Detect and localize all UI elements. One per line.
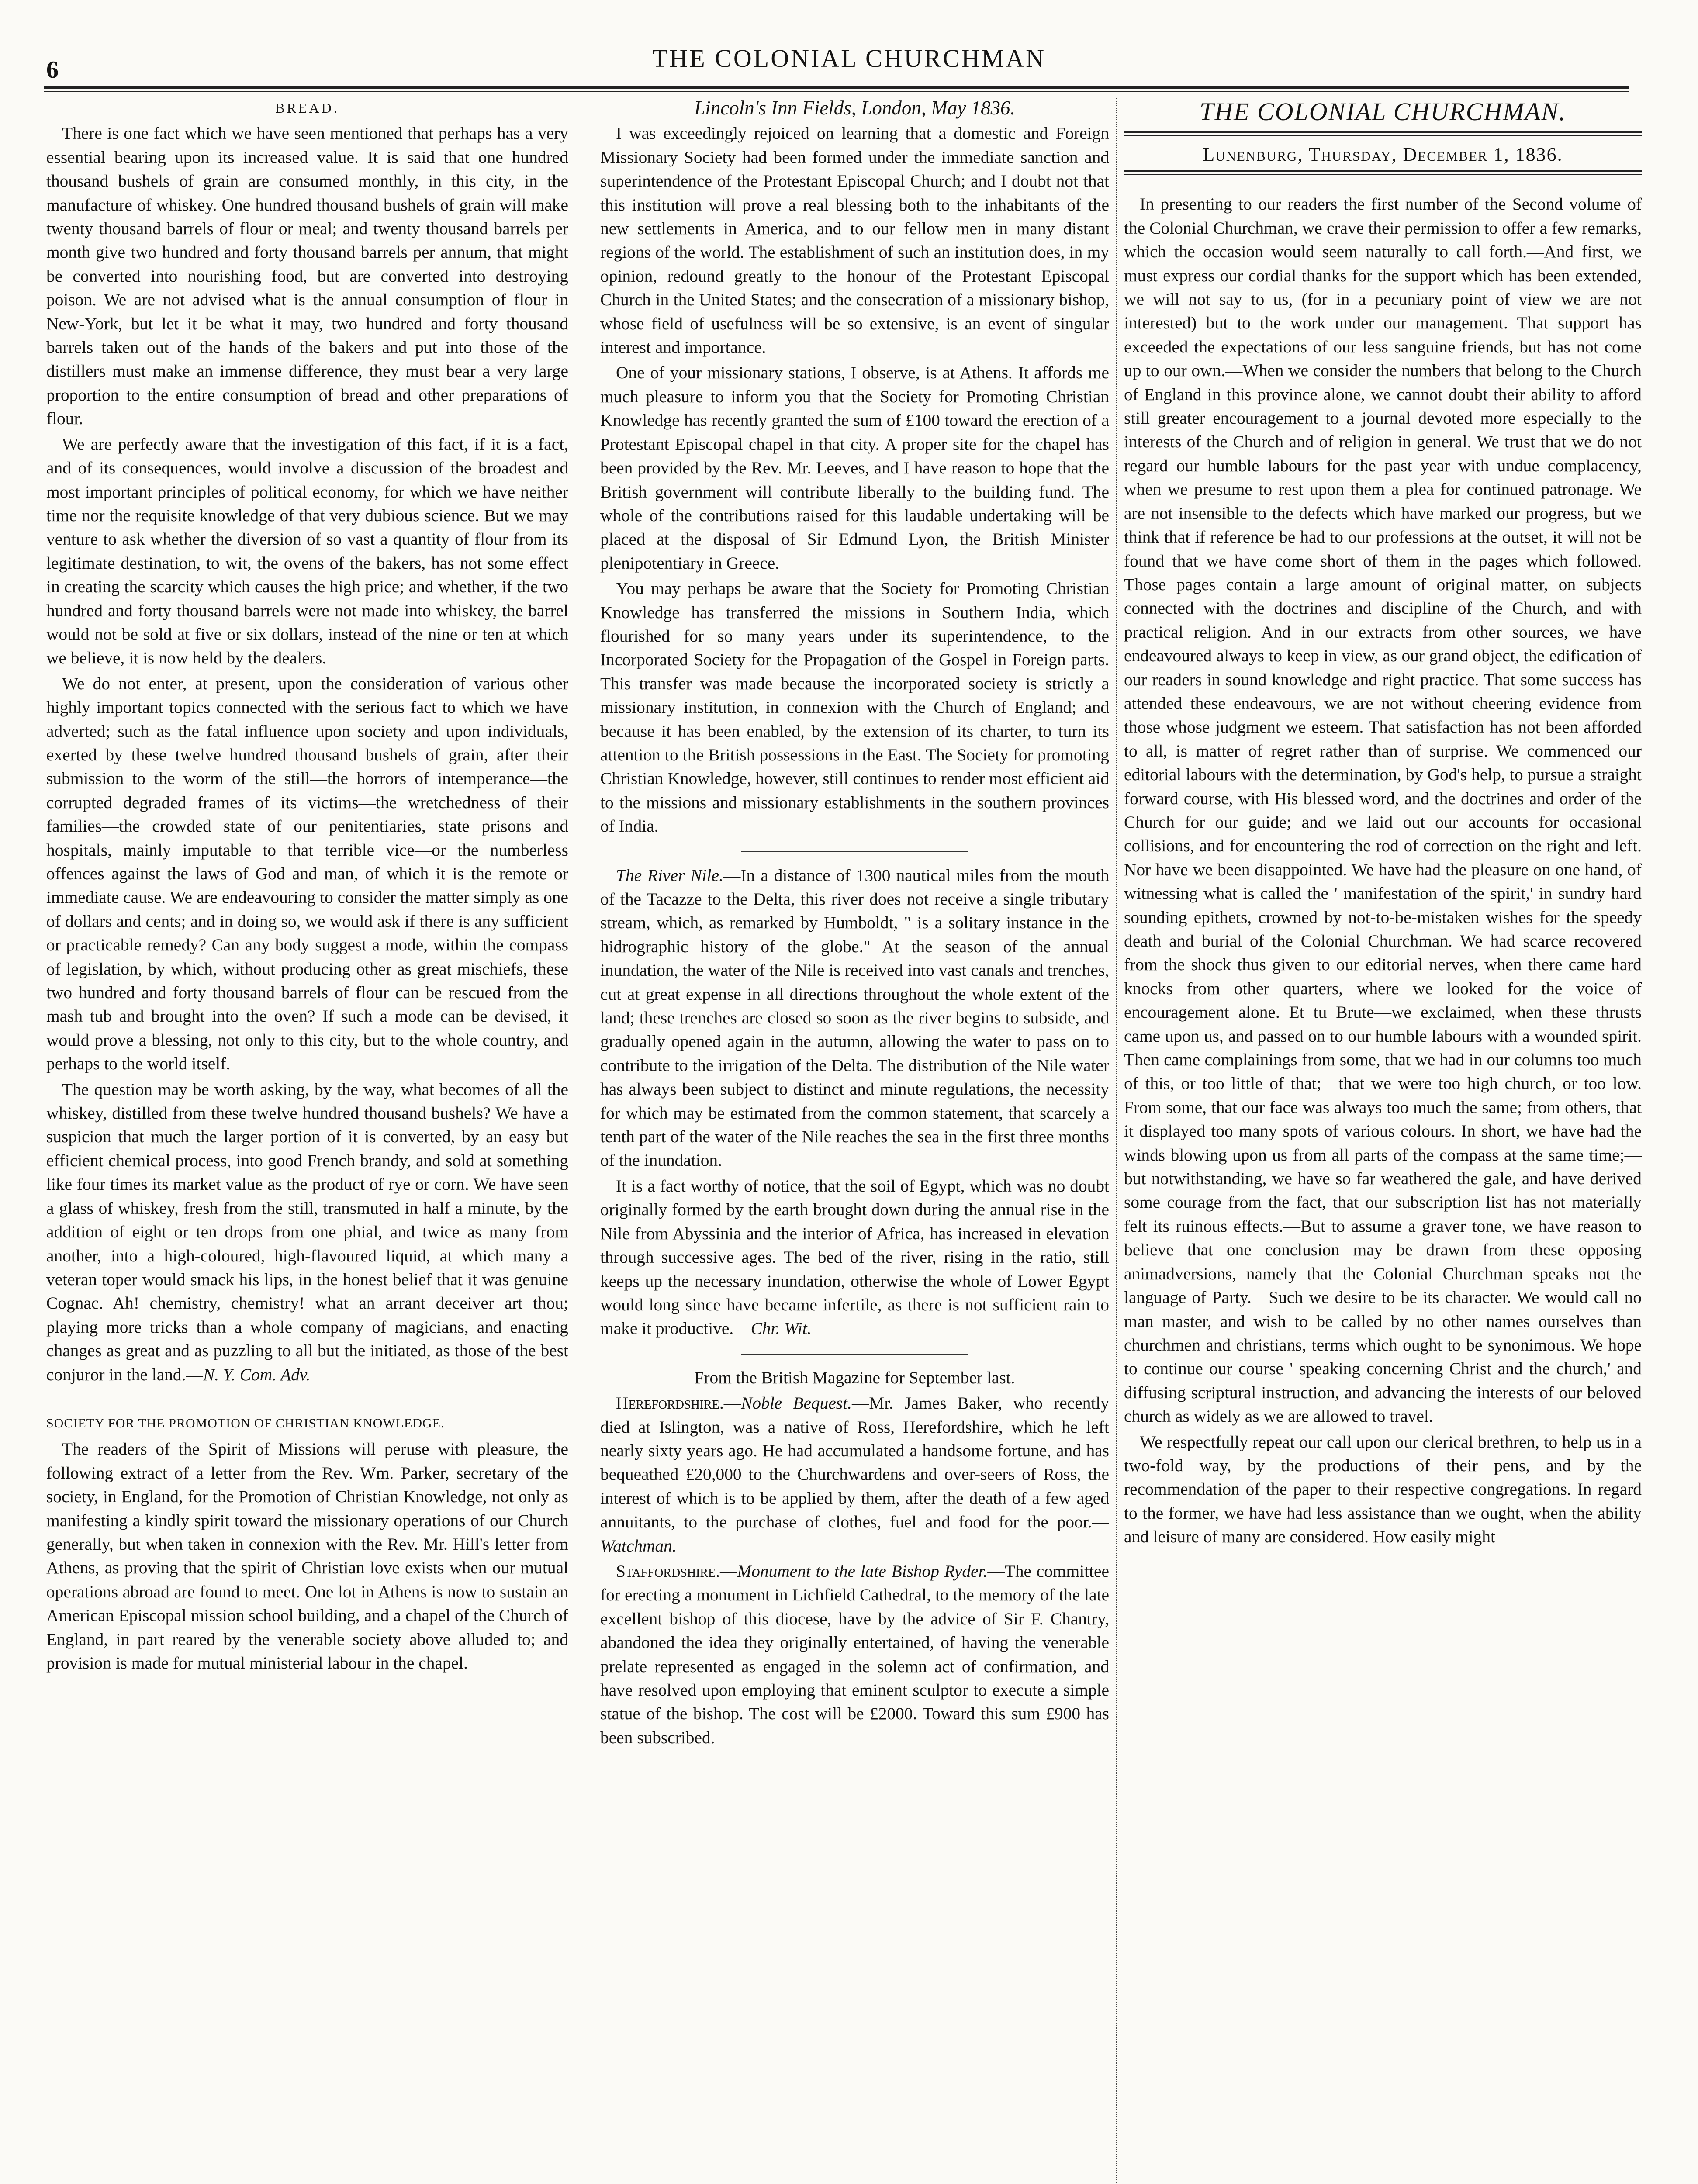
running-head: THE COLONIAL CHURCHMAN — [652, 44, 1046, 73]
page-number: 6 — [46, 56, 59, 83]
editorial-paragraph-1: In presenting to our readers the first number of the Second volume of the Colonial Churchman, we crave their permission to offer a few remarks, which the occasion would seem naturally to call forth.—And first, we must express our cordial thanks for the support which has been extended, we will not say to us, (for in a pecuniary point of view we are not interested) but to the work under our management. That support has exceeded the expectations of our less sanguine friends, but has not come up to our own.—When we consider the numbers that belong to the Church of England in this province alone, we cannot doubt their ability to afford still greater encouragement to a journal devoted more especially to the interests of the Church and of religion in general. We trust that we do not regard our humble labours for the past year with undue complacency, when we presume to rest upon them a plea for continued patronage. We are not insensible to the defects which have marked our progress, but we think that if reference be had to our professions at the outset, it will not be found that we have come short of them in the pages which followed. Those pages contain a large amount of original matter, on subjects connected with the doctrines and discipline of the Church, and with practical religion. And in our extracts from other sources, we have endeavoured always to keep in view, as our grand object, the edification of our readers in sound knowledge and right practice. That some success has attended these endeavours, we are not without cheering evidence from those whose judgment we esteem. That satisfaction has not been afforded to all, is matter of regret rather than of surprise. We commenced our editorial labours with the determination, by God's help, to pursue a straight forward course, with His blessed word, and the doctrines and order of the Church for our guide; and we laid out our accounts for occasional collisions, and for encountering the rod of correction on the right and left. Nor have we been disappointed. We have had the pleasure on one hand, of witnessing what is called the ' manifestation of the spirit,' in sundry hard sounding epithets, crowned by not-to-be-mistaken wishes for the speedy death and burial of the Colonial Churchman. We had scarce recovered from the shock thus given to our editorial nerves, when there came hard knocks from other quarters, where we looked for the voice of encouragement alone. Et tu Brute—we exclaimed, when these thrusts came upon us, and passed on to our humble labours with a wounded spirit. Then came complainings from some, that we had in our columns too much of this, or too little of that;—that we were too high church, or too low. From some, that our face was always too much the same; from others, that it displayed too many spots of various colours. In short, we have had the winds blowing upon us from all parts of the compass at the same time;—but notwithstanding, we have so far weathered the gale, and have derived some courage from the fact, that our subscription list has not materially felt its ruinous effects.—But to assume a graver tone, we have reason to believe that one conclusion may be drawn from these opposing animadversions, namely that the Colonial Churchman speaks not the language of Party.—Such we desire to be its character. We would call no man master, and wish to be called by no other names ourselves than churchmen and christians, terms which ought to be synonimous. We hope to continue our course ' speaking concerning Christ and the church,' and diffusing scriptural instruction, and advancing the interests of our beloved church as widely as we are allowed to travel. — [1124, 194, 1642, 1426]
letter-dateline: Lincoln's Inn Fields, London, May 1836. — [694, 97, 1015, 119]
column-rule-right — [1116, 98, 1117, 2184]
top-rule-thin — [44, 91, 1629, 92]
staffordshire-title: Monument to the late Bishop Ryder. — [737, 1561, 988, 1581]
herefordshire-item: Herefordshire.—Noble Bequest.—Mr. James Baker, who recently died at Islington, was a native of Ross, Herefordshire, which he left nearly sixty years ago. He had accumulated a handsome fortune, and has bequeathed £20,000 to the Churchwardens and over-seers of Ross, the interest of which is to be applied by them, after the death of a few aged annuitants, to the purchase of clothes, fuel and food for the poor.—Watchman. — [600, 1393, 1109, 1555]
bread-paragraph-1: There is one fact which we have seen mentioned that perhaps has a very essential bearing upon its increased value. It is said that one hundred thousand bushels of grain are consumed monthly, in this city, in the manufacture of whiskey. One hundred thousand bushels of grain will make twenty thousand barrels of flour or meal; and twenty thousand barrels per month give two hundred and forty thousand barrels per annum, that might be converted into nourishing food, but are converted into destroying poison. We are not advised what is the annual consumption of flour in New-York, but let it be what it may, two hundred and forty thousand barrels taken out of the hands of the bakers and put into those of the distillers must make an immense difference, they must bear a very large proportion to the entire consumption of bread and other preparations of flour. — [46, 124, 568, 429]
section-divider — [741, 1354, 968, 1355]
bread-source: N. Y. Com. Adv. — [203, 1365, 311, 1384]
editorial-paragraph-2: We respectfully repeat our call upon our clerical brethren, to help us in a two-fold way, by the productions of their pens, and by the recommendation of the paper to their respective congregations. In regard to the former, we have had less assistance than we ought, when the ability and leisure of many are considered. How easily might — [1124, 1432, 1642, 1547]
letter-paragraph-3: You may perhaps be aware that the Society for Promoting Christian Knowledge has transferred the missions in Southern India, which flourished for so many years under its superintendence, to the Incorporated Society for the Propagation of the Gospel in Foreign parts. This transfer was made because the incorporated society is strictly a missionary institution, in connexion with the Church of England; and because it has been enabled, by the extension of its charter, to turn its attention to the British possessions in the East. The Society for promoting Christian Knowledge, however, still continues to render most efficient aid to the missions and missionary establishments in the southern provinces of India. — [600, 579, 1109, 836]
bread-paragraph-4-text: The question may be worth asking, by the way, what becomes of all the whiskey, distilled from these twelve hundred thousand bushels? We have a suspicion that much the larger portion of it is converted, by an easy but efficient chemical process, into good French brandy, and sold at something like four times its market value as the product of rye or corn. We have seen a glass of whiskey, fresh from the still, transmuted in half a minute, by the addition of eight or ten drops from one phial, and twice as many from another, into a high-coloured, high-flavoured liquid, at which many a veteran toper would smack his lips, in the honest belief that it was genuine Cognac. Ah! chemistry, chemistry! what an arrant deceiver art thou; playing more tricks than a whole company of magicians, and enacting changes as great and as puzzling to all but the initiated, as those of the best conjuror in the land.— — [46, 1079, 568, 1384]
bread-heading: BREAD. — [275, 100, 339, 116]
staffordshire-body: —The committee for erecting a monument in Lichfield Cathedral, to the memory of the late excellent bishop of this diocese, have by the advice of Sir F. Chantry, abandoned the idea they originally entertained, of having the venerable prelate represented as engaged in the solemn act of confirmation, and have resolved upon employing that eminent sculptor to execute a simple statue of the bishop. The cost will be £2000. Toward this sum £900 has been subscribed. — [600, 1561, 1109, 1747]
bread-paragraph-4 — [46, 1078, 568, 1386]
top-rule — [44, 86, 1629, 89]
letter-paragraph-1: I was exceedingly rejoiced on learning that a domestic and Foreign Missionary Society had been formed under the immediate sanction and superintendence of the Protestant Episcopal Church; and I doubt not that this institution will prove a real blessing both to the inhabitants of the new settlements in America, and to our fellow men in many distant regions of the world. The establishment of such an institution does, in my opinion, redound greatly to the honour of the Protestant Episcopal Church in the United States; and the consecration of a missionary bishop, whose field of usefulness will be so extensive, is an event of singular interest and importance. — [600, 124, 1109, 357]
spck-paragraph: The readers of the Spirit of Missions will peruse with pleasure, the following extract of a letter from the Rev. Wm. Parker, secretary of the society, in England, for the Promotion of Christian Knowledge, not only as manifesting a kindly spirit toward the missionary operations of our Church generally, but when taken in connexion with the Rev. Mr. Hill's letter from Athens, as proving that the spirit of Christian love exists when our mutual operations abroad are found to meet. One lot in Athens is now to sustain an American Episcopal mission school building, and a chapel of the Church of England, in part reared by the venerable society above alluded to; and provision is made for mutual ministerial labour in the chapel. — [46, 1439, 568, 1673]
column-middle — [600, 96, 1109, 2184]
section-divider — [741, 851, 968, 852]
issue-rule — [1124, 170, 1642, 175]
spck-heading: SOCIETY FOR THE PROMOTION OF CHRISTIAN KNOWLEDGE. — [46, 1416, 445, 1431]
herefordshire-body: —Mr. James Baker, who recently died at Islington, was a native of Ross, Herefordshire, which he left nearly sixty years ago. He had accumulated a handsome fortune, and has bequeathed £20,000 to the Churchwardens and over-seers of Ross, the interest of which is to be applied by them, after the death of a few aged annuitants, to the purchase of clothes, fuel and food for the poor.— — [600, 1393, 1109, 1532]
source-line: From the British Magazine for September last. — [694, 1368, 1015, 1387]
issue-line: Lunenburg, Thursday, December 1, 1836. — [1203, 144, 1563, 165]
nile-paragraph-2 — [600, 1174, 1109, 1341]
herefordshire-source: Watchman. — [600, 1536, 677, 1555]
nile-paragraph-2-text: It is a fact worthy of notice, that the soil of Egypt, which was no doubt originally formed by the earth brought down during the annual rise in the Nile from Abyssinia and the interior of Africa, has increased in elevation through successive ages. The bed of the river, rising in the ratio, still keeps up the necessary inundation, otherwise the whole of Lower Egypt would long since have became infertile, as there is not sufficient rain to make it productive.— — [600, 1176, 1109, 1338]
staffordshire-item: Staffordshire.—Monument to the late Bishop Ryder.—The committee for erecting a monument in Lichfield Cathedral, to the memory of the late excellent bishop of this diocese, have by the advice of Sir F. Chantry, abandoned the idea they originally entertained, of having the venerable prelate represented as engaged in the solemn act of confirmation, and have resolved upon employing that eminent sculptor to execute a simple statue of the bishop. The cost will be £2000. Toward this sum £900 has been subscribed. — [600, 1561, 1109, 1747]
masthead-rule — [1124, 131, 1642, 136]
nile-paragraph-1-text: —In a distance of 1300 nautical miles from the mouth of the Tacazze to the Delta, this river does not receive a single tributary stream, which, as remarked by Humboldt, " is a solitary instance in the hidrographic history of the globe." At the season of the annual inundation, the water of the Nile is received into vast canals and trenches, cut at great expense in all directions throughout the whole extent of the land; these trenches are closed so soon as the river begins to subside, and gradually opened again in the autumn, allowing the water to pass on to contribute to the irrigation of the Delta. The distribution of the Nile water has always been subject to distinct and minute regulations, the necessity for which may be estimated from the common statement, that scarcely a tenth part of the water of the Nile reaches the sea in the first three months of the inundation. — [600, 865, 1109, 1170]
masthead: THE COLONIAL CHURCHMAN. — [1199, 97, 1567, 126]
bread-paragraph-2: We are perfectly aware that the investigation of this fact, if it is a fact, and of its consequences, would involve a discussion of the broadest and most important principles of political economy, for which we have neither time nor the requisite knowledge of that very dubious science. But we may venture to ask whether the diversion of so vast a quantity of flour from its legitimate destination, to wit, the ovens of the bakers, has not some effect in creating the scarcity which causes the high price; and whether, if the two hundred and forty thousand barrels were not made into whiskey, the barrel would not be sold at five or six dollars, instead of the nine or ten at which we believe, it is now held by the dealers. — [46, 434, 568, 668]
herefordshire-title: Noble Bequest. — [741, 1393, 852, 1413]
letter-paragraph-2: One of your missionary stations, I observe, is at Athens. It affords me much pleasure to inform you that the Society for Promoting Christian Knowledge has recently granted the sum of £100 toward the erection of a Protestant Episcopal chapel in that city. A proper site for the chapel has been provided by the Rev. Mr. Leeves, and I have reason to hope that the British government will contribute liberally to the building fund. The whole of the contributions raised for this laudable undertaking will be placed at the disposal of Sir Edmund Lyon, the British Minister plenipotentiary in Greece. — [600, 363, 1109, 573]
nile-source: Chr. Wit. — [750, 1319, 812, 1338]
column-right — [1124, 96, 1642, 2184]
nile-heading: The River Nile. — [616, 865, 723, 885]
bread-paragraph-3: We do not enter, at present, upon the consideration of various other highly important topics connected with the serious fact to which we have adverted; such as the fatal influence upon society and upon individuals, exerted by these twelve hundred thousand bushels of grain, after their submission to the worm of the still—the horrors of intemperance—the corrupted degraded frames of its victims—the wretchedness of their families—the crowded state of our penitentiaries, state prisons and hospitals, mainly imputable to that terrible vice—or the numberless offences against the laws of God and man, of which it is the remote or immediate cause. We are endeavouring to consider the matter simply as one of dollars and cents; and in doing so, we would ask if there is any sufficient or practicable remedy? Can any body suggest a mode, within the compass of legislation, by which, without producing other as great mischiefs, these two hundred and forty thousand barrels of flour can be rescued from the mash tub and brought into the oven? If such a mode can be devised, it would prove a blessing, not only to this city, but to the whole country, and perhaps to the world itself. — [46, 674, 568, 1074]
staffordshire-place: Staffordshire. — [616, 1561, 720, 1581]
column-left — [46, 96, 568, 2184]
herefordshire-place: Herefordshire. — [616, 1393, 724, 1413]
nile-paragraph-1 — [600, 864, 1109, 1172]
